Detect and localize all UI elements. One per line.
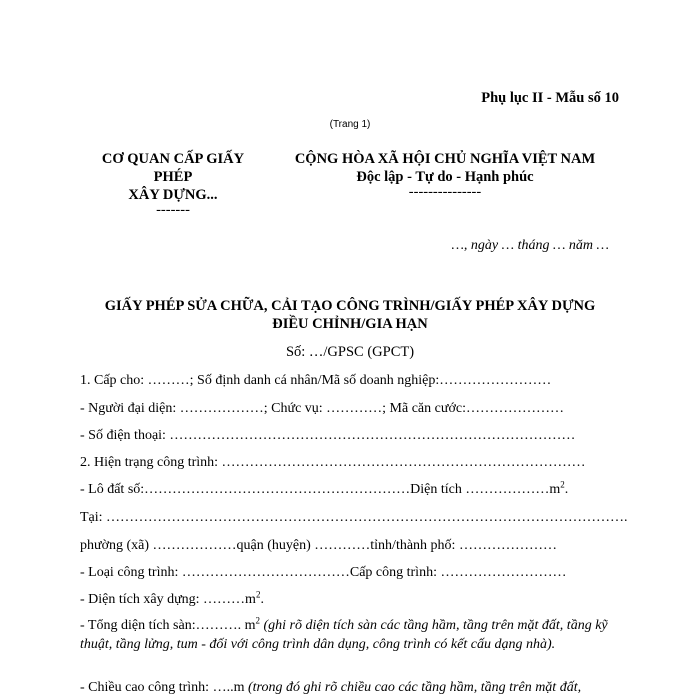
lot-period: . xyxy=(564,482,569,497)
building-area-period: . xyxy=(260,592,264,607)
agency-line-1: CƠ QUAN CẤP GIẤY xyxy=(101,151,245,167)
floor-area-note: (ghi rõ diện tích sàn các tầng hầm, tầng trên mặt đất, tầng kỹ thuật, tầng lửng, tum - đối với công trình dân dụng, công trình có kết cấu dạng nhà). xyxy=(80,618,608,652)
field-ward: phường (xã) ………………quận (huyện) …………tỉnh/thành phố: ………………… xyxy=(80,538,557,553)
field-floor-area xyxy=(80,616,620,654)
building-area-text: - Diện tích xây dựng: ………m xyxy=(80,592,256,607)
field-phone: - Số điện thoại: …………………………………………………………………………… xyxy=(80,428,576,443)
agency-line-3: XÂY DỰNG... xyxy=(128,187,218,203)
height-note: (trong đó ghi rõ chiều cao các tầng hầm, tầng trên mặt đất, xyxy=(247,680,582,695)
issuing-agency xyxy=(88,150,258,216)
lot-text: - Lô đất số:…………………………………………………Diện tích ………………m xyxy=(80,482,561,497)
field-current-status: 2. Hiện trạng công trình: …………………………………………………………………… xyxy=(80,455,586,470)
document-title xyxy=(80,297,620,333)
agency-line-2: PHÉP xyxy=(153,169,193,185)
field-building-area xyxy=(80,589,264,608)
unit-superscript: 2 xyxy=(560,479,565,490)
unit-superscript: 2 xyxy=(255,615,260,626)
national-header xyxy=(290,150,600,198)
page-label: (Trang 1) xyxy=(329,119,371,130)
floor-area-text: - Tổng diện tích sàn:………. m xyxy=(80,618,256,633)
field-location: Tại: …………………………………………………………………………………………………. xyxy=(80,510,628,525)
height-text: - Chiều cao công trình: …..m xyxy=(80,680,245,695)
nation-name: CỘNG HÒA XÃ HỘI CHỦ NGHĨA VIỆT NAM xyxy=(294,151,596,167)
field-height xyxy=(80,680,581,696)
title-line-1: GIẤY PHÉP SỬA CHỮA, CẢI TẠO CÔNG TRÌNH/GIẤY PHÉP XÂY DỰNG xyxy=(104,298,596,314)
field-type: - Loại công trình: ………………………………Cấp công trình: ……………………… xyxy=(80,565,567,580)
field-lot xyxy=(80,479,569,498)
document-number: Số: …/GPSC (GPCT) xyxy=(285,344,415,360)
unit-superscript: 2 xyxy=(255,589,261,600)
title-line-2: ĐIỀU CHỈNH/GIA HẠN xyxy=(272,316,428,332)
motto-rule: --------------- xyxy=(408,184,482,200)
date-line: …, ngày … tháng … năm … xyxy=(451,238,609,253)
appendix-label: Phụ lục II - Mẫu số 10 xyxy=(481,90,619,106)
agency-rule: ------- xyxy=(156,202,190,218)
motto: Độc lập - Tự do - Hạnh phúc xyxy=(356,169,534,185)
field-issued-to: 1. Cấp cho: ………; Số định danh cá nhân/Mã số doanh nghiệp:…………………… xyxy=(80,373,552,388)
field-representative: - Người đại diện: ………………; Chức vụ: …………; Mã căn cước:………………… xyxy=(80,401,564,416)
